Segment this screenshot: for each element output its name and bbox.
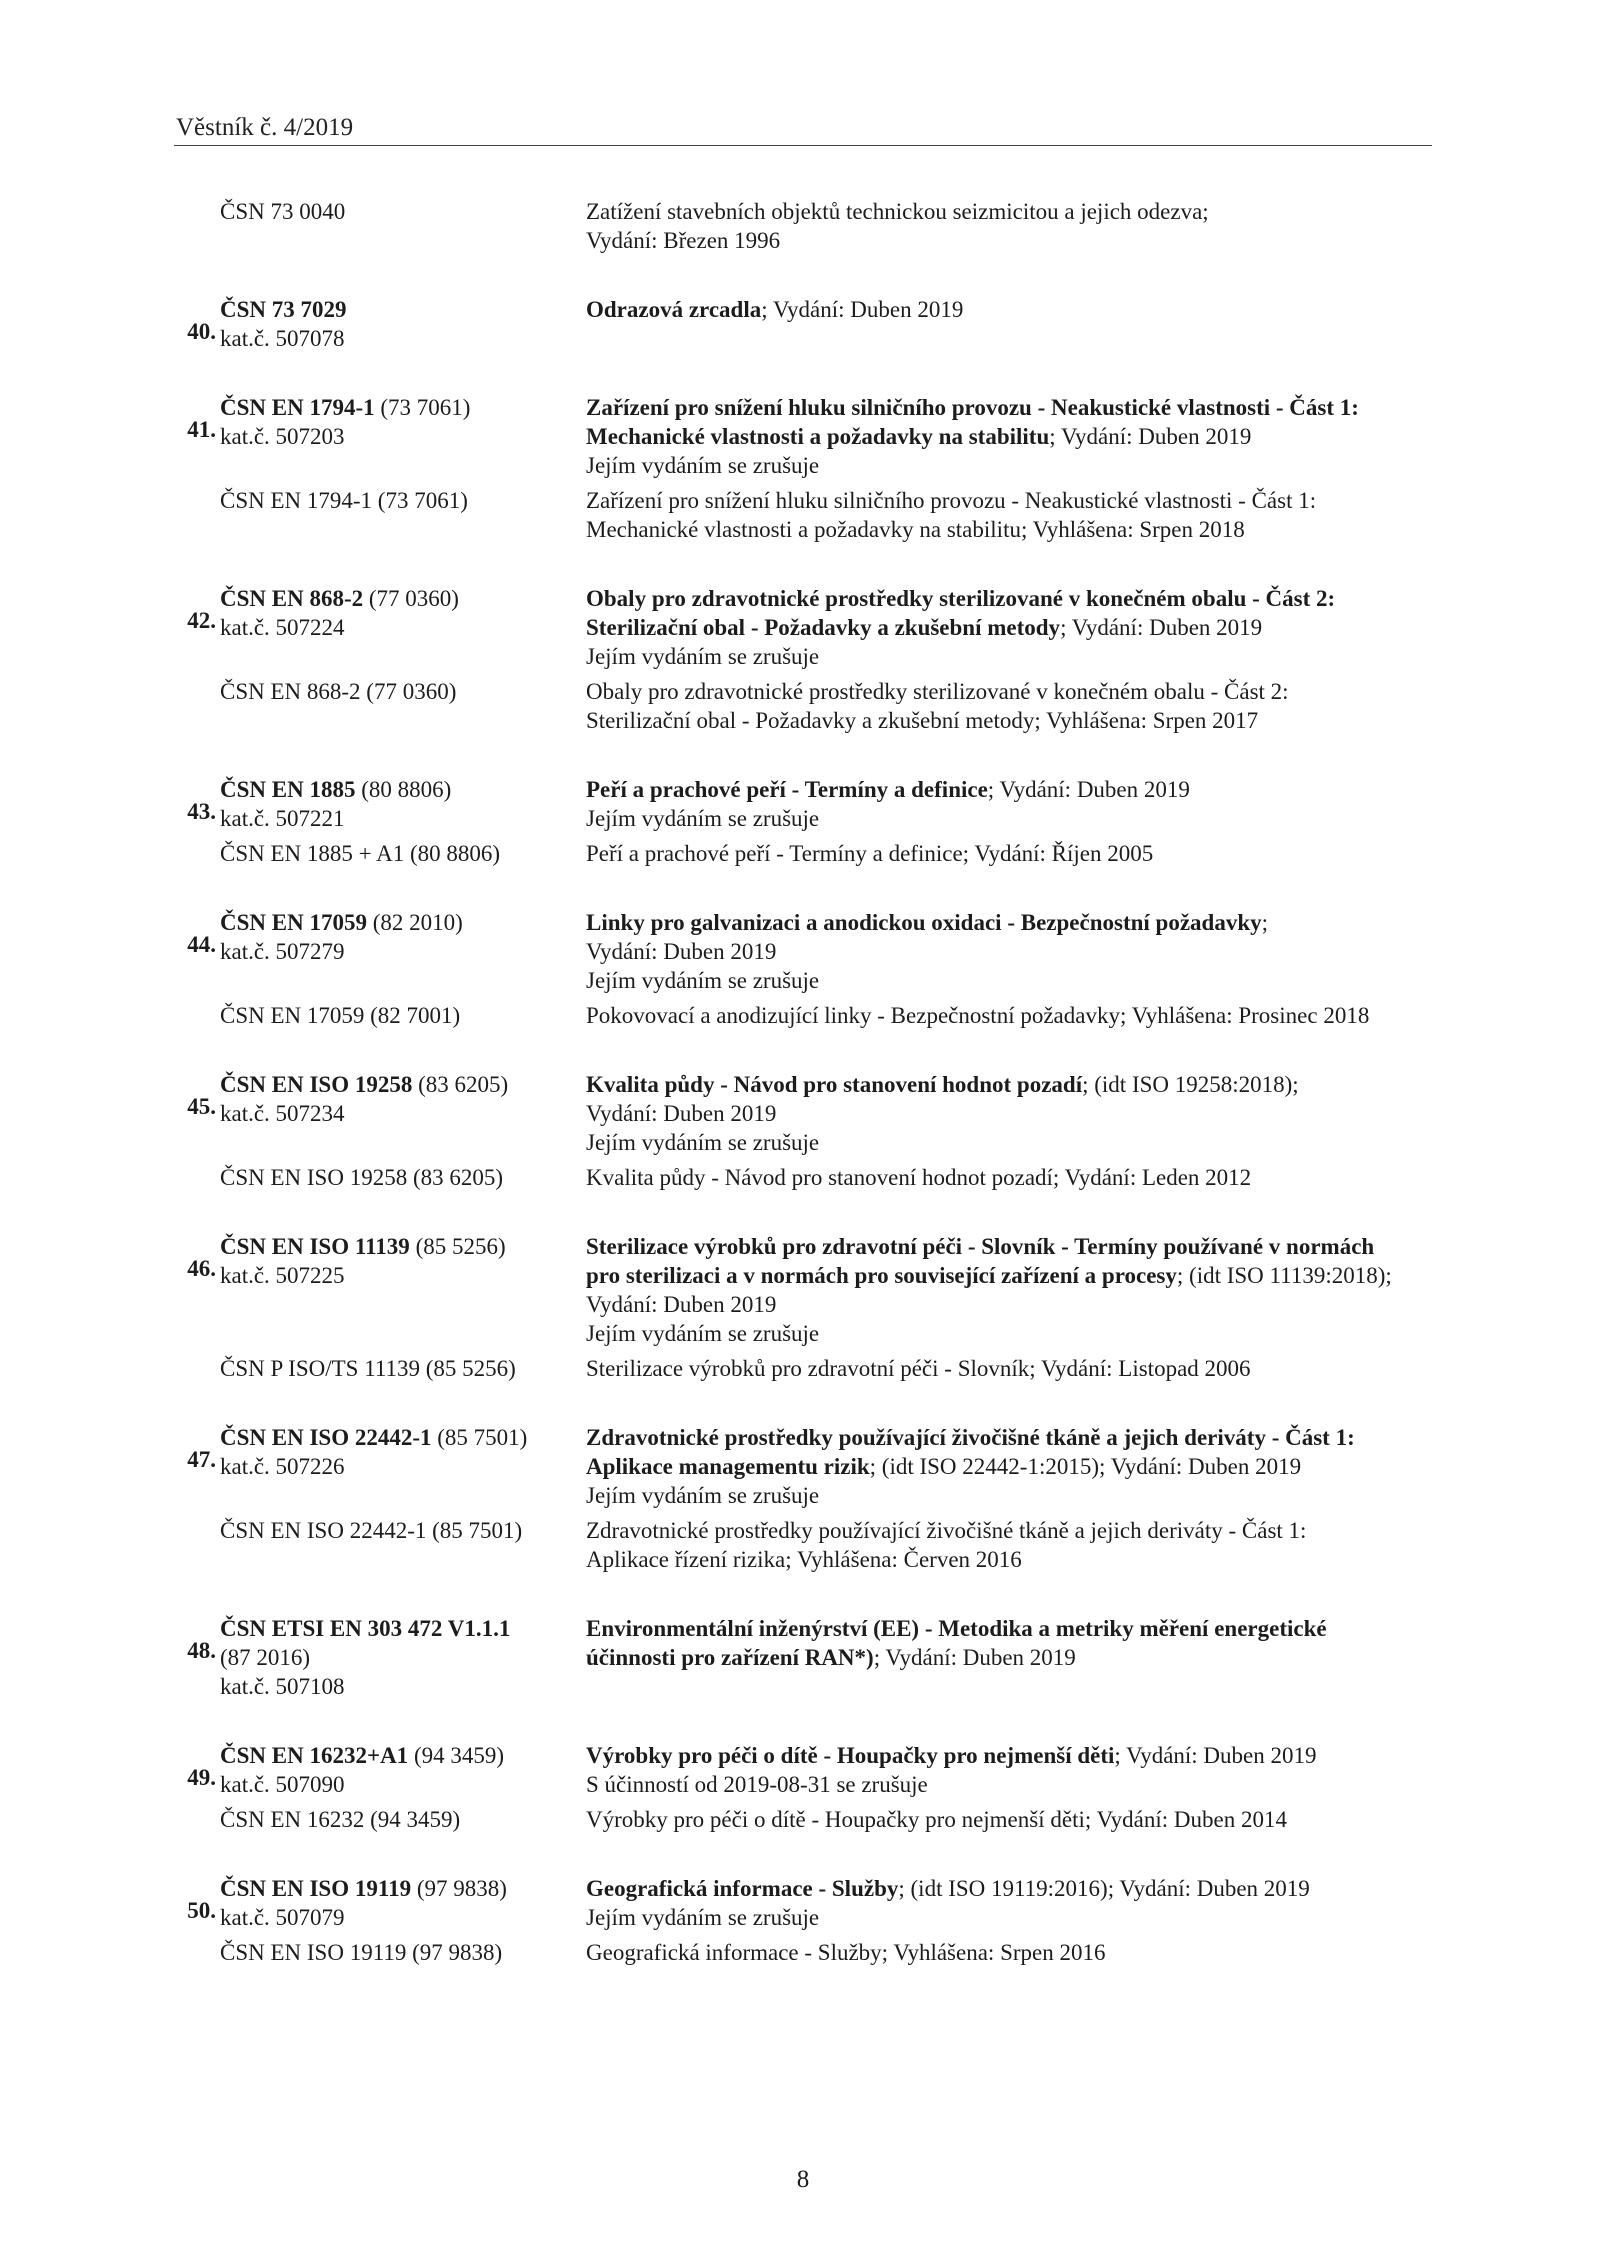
bold-text: pro sterilizaci a v normách pro související zařízení a procesy [586, 1263, 1177, 1288]
text: ; (idt ISO 22442-1:2015); Vydání: Duben 2019 [869, 1454, 1302, 1479]
standard-designation [187, 1423, 586, 1510]
standard-row [0, 393, 1600, 480]
standard-title [586, 1516, 1420, 1574]
text-line [586, 1099, 1420, 1128]
entry-number: 42. [187, 608, 216, 633]
replaced-standard-row [0, 1938, 1600, 1967]
text-line [586, 775, 1420, 804]
text: (87 2016) [220, 1645, 311, 1670]
text: ČSN EN 1885 + A1 (80 8806) [220, 841, 501, 866]
standard-title [586, 908, 1420, 995]
text: Zatížení stavebních objektů technickou seizmicitou a jejich odezva; [586, 199, 1209, 224]
text-line [586, 1643, 1420, 1672]
standards-list [0, 197, 1600, 2007]
text: ; Vydání: Duben 2019 [761, 297, 964, 322]
text: Sterilizační obal - Požadavky a zkušební metody; Vyhlášena: Srpen 2017 [586, 708, 1259, 733]
standard-entry [0, 775, 1600, 868]
bold-text: ČSN 73 7029 [220, 297, 347, 322]
standard-designation [187, 584, 586, 671]
text-line [586, 1232, 1420, 1261]
replaced-standard-row [0, 1516, 1600, 1574]
standard-entry [0, 393, 1600, 544]
text: Sterilizace výrobků pro zdravotní péči - Slovník; Vydání: Listopad 2006 [586, 1356, 1251, 1381]
header-rule [174, 145, 1432, 146]
text-line [586, 839, 1420, 868]
text-line [586, 1290, 1420, 1319]
text: ; Vydání: Duben 2019 [1049, 424, 1252, 449]
bold-text: ČSN EN ISO 19119 [220, 1876, 412, 1901]
text: ČSN EN ISO 22442-1 (85 7501) [220, 1518, 523, 1543]
bold-text: Zdravotnické prostředky používající živočišné tkáně a jejich deriváty - Část 1: [586, 1425, 1355, 1450]
standard-entry [0, 1741, 1600, 1834]
text-line [586, 584, 1420, 613]
text: ; [1261, 910, 1269, 935]
standard-designation [220, 197, 586, 255]
text: Zdravotnické prostředky používající živočišné tkáně a jejich deriváty - Část 1: [586, 1518, 1307, 1543]
text-line [586, 1938, 1420, 1967]
standard-entry [0, 1614, 1600, 1701]
entry-number: 49. [187, 1765, 216, 1790]
text: Pokovovací a anodizující linky - Bezpečnostní požadavky; Vyhlášena: Prosinec 2018 [586, 1003, 1370, 1028]
replaced-standard-row [0, 1354, 1600, 1383]
text-line [586, 226, 1420, 255]
text-line [586, 937, 1420, 966]
standard-title [586, 486, 1420, 544]
standard-designation [220, 1938, 586, 1967]
text-line [220, 804, 586, 833]
text-line [586, 393, 1420, 422]
text: Zařízení pro snížení hluku silničního provozu - Neakustické vlastnosti - Část 1: [586, 488, 1317, 513]
standard-entry [0, 1423, 1600, 1574]
text-line [586, 1354, 1420, 1383]
replaced-standard-row [0, 486, 1600, 544]
standard-title [586, 775, 1420, 833]
entry-number: 41. [187, 417, 216, 442]
standard-row [0, 295, 1600, 353]
text: S účinností od 2019-08-31 se zrušuje [586, 1772, 928, 1797]
bold-text: ČSN EN ISO 11139 [220, 1234, 410, 1259]
bold-text: účinnosti pro zařízení RAN*) [586, 1645, 874, 1670]
text: Aplikace řízení rizika; Vyhlášena: Červen 2016 [586, 1547, 1022, 1572]
text-line [586, 1423, 1420, 1452]
text: ; Vydání: Duben 2019 [873, 1645, 1076, 1670]
text: ; Vydání: Duben 2019 [1060, 615, 1263, 640]
standard-row [0, 1232, 1600, 1348]
text-line [586, 1070, 1420, 1099]
text: kat.č. 507078 [220, 326, 345, 351]
text: Peří a prachové peří - Termíny a definice; Vydání: Říjen 2005 [586, 841, 1154, 866]
text-line [586, 1452, 1420, 1481]
text: ČSN EN 1794-1 (73 7061) [220, 488, 468, 513]
standard-designation [187, 775, 586, 833]
text: ČSN EN 868-2 (77 0360) [220, 679, 457, 704]
text: (82 2010) [366, 910, 463, 935]
entry-number: 47. [187, 1447, 216, 1472]
text: ČSN P ISO/TS 11139 (85 5256) [220, 1356, 516, 1381]
standard-row [0, 1874, 1600, 1932]
text: Jejím vydáním se zrušuje [586, 453, 820, 478]
text: Vydání: Březen 1996 [586, 228, 781, 253]
text-line [586, 677, 1420, 706]
text: Vydání: Duben 2019 [586, 939, 777, 964]
standard-title [586, 1163, 1420, 1192]
standard-designation [187, 1232, 586, 1348]
text-line [586, 197, 1420, 226]
bold-text: ČSN EN ISO 19258 [220, 1072, 413, 1097]
text: (94 3459) [408, 1743, 505, 1768]
text-line [586, 295, 1420, 324]
text-line [220, 839, 586, 868]
text: Vydání: Duben 2019 [586, 1101, 777, 1126]
replaced-standard-row [0, 1001, 1600, 1030]
standard-title [586, 1614, 1420, 1701]
bold-text: Kvalita půdy - Návod pro stanovení hodnot pozadí [586, 1072, 1083, 1097]
bold-text: Environmentální inženýrství (EE) - Metodika a metriky měření energetické [586, 1616, 1327, 1641]
standard-row [0, 197, 1600, 255]
text-line [586, 1163, 1420, 1192]
standard-title [586, 1874, 1420, 1932]
standard-designation [220, 486, 586, 544]
text-line [586, 706, 1420, 735]
text: Jejím vydáním se zrušuje [586, 1130, 820, 1155]
text-line [586, 1741, 1420, 1770]
text-line [586, 908, 1420, 937]
text: Geografická informace - Služby; Vyhlášena: Srpen 2016 [586, 1940, 1106, 1965]
standard-title [586, 1741, 1420, 1799]
text: kat.č. 507221 [220, 806, 345, 831]
entry-number: 46. [187, 1256, 216, 1281]
standard-entry [0, 1070, 1600, 1192]
text-line [586, 1001, 1420, 1030]
text: (80 8806) [355, 777, 452, 802]
standard-designation [187, 1070, 586, 1157]
text: (97 9838) [411, 1876, 507, 1901]
text: Jejím vydáním se zrušuje [586, 644, 820, 669]
standard-title [586, 1938, 1420, 1967]
bold-text: ČSN EN 868-2 [220, 586, 364, 611]
standard-title [586, 584, 1420, 671]
text: ČSN 73 0040 [220, 199, 346, 224]
text: kat.č. 507226 [220, 1454, 345, 1479]
standard-title [586, 1423, 1420, 1510]
text-line [586, 1770, 1420, 1799]
text: ČSN EN ISO 19119 (97 9838) [220, 1940, 503, 1965]
text: Jejím vydáním se zrušuje [586, 1905, 820, 1930]
text-line [220, 1001, 586, 1030]
text-line [586, 1545, 1420, 1574]
text: kat.č. 507203 [220, 424, 345, 449]
text-line [220, 1099, 586, 1128]
text-line [220, 1163, 586, 1192]
standard-row [0, 1423, 1600, 1510]
text: ČSN EN ISO 19258 (83 6205) [220, 1165, 504, 1190]
text-line [220, 1643, 586, 1672]
bold-text: Mechanické vlastnosti a požadavky na stabilitu [586, 424, 1050, 449]
standard-entry [0, 1874, 1600, 1967]
text: (73 7061) [374, 395, 471, 420]
standard-designation [220, 677, 586, 735]
text-line [220, 1354, 586, 1383]
bold-text: Odrazová zrcadla [586, 297, 762, 322]
text: Jejím vydáním se zrušuje [586, 806, 820, 831]
replaced-standard-row [0, 677, 1600, 735]
text: Jejím vydáním se zrušuje [586, 968, 820, 993]
standard-row [0, 1070, 1600, 1157]
bold-text: ČSN EN 1794-1 [220, 395, 375, 420]
bold-text: Sterilizace výrobků pro zdravotní péči - Slovník - Termíny používané v normách [586, 1234, 1375, 1259]
text-line [586, 1516, 1420, 1545]
bold-text: Sterilizační obal - Požadavky a zkušební metody [586, 615, 1061, 640]
text-line [220, 1261, 586, 1290]
standard-designation [187, 1614, 586, 1701]
text-line [586, 1874, 1420, 1903]
text-line [586, 1128, 1420, 1157]
standard-title [586, 1354, 1420, 1383]
bold-text: ČSN EN ISO 22442-1 [220, 1425, 432, 1450]
standard-designation [220, 1516, 586, 1574]
bold-text: Geografická informace - Služby [586, 1876, 899, 1901]
bold-text: Obaly pro zdravotnické prostředky sterilizované v konečném obalu - Část 2: [586, 586, 1336, 611]
text-line [220, 1516, 586, 1545]
bold-text: Peří a prachové peří - Termíny a definice [586, 777, 988, 802]
standard-row [0, 584, 1600, 671]
text: (77 0360) [363, 586, 459, 611]
text: Obaly pro zdravotnické prostředky sterilizované v konečném obalu - Část 2: [586, 679, 1289, 704]
text: (85 5256) [409, 1234, 506, 1259]
text-line [586, 451, 1420, 480]
bold-text: Zařízení pro snížení hluku silničního provozu - Neakustické vlastnosti - Část 1: [586, 395, 1359, 420]
standard-title [586, 1001, 1420, 1030]
text-line [220, 677, 586, 706]
text-line [586, 1261, 1420, 1290]
text: kat.č. 507279 [220, 939, 345, 964]
text: Výrobky pro péči o dítě - Houpačky pro nejmenší děti; Vydání: Duben 2014 [586, 1807, 1287, 1832]
text: ; (idt ISO 19258:2018); [1082, 1072, 1299, 1097]
text: kat.č. 507079 [220, 1905, 345, 1930]
text: ; Vydání: Duben 2019 [1114, 1743, 1317, 1768]
standard-row [0, 908, 1600, 995]
standard-designation [220, 1805, 586, 1834]
entry-number: 45. [187, 1094, 216, 1119]
text-line [586, 642, 1420, 671]
text: ; (idt ISO 19119:2016); Vydání: Duben 2019 [898, 1876, 1310, 1901]
bold-text: ČSN EN 17059 [220, 910, 367, 935]
standard-row [0, 1741, 1600, 1799]
standard-title [586, 677, 1420, 735]
text: kat.č. 507225 [220, 1263, 345, 1288]
standard-title [586, 197, 1420, 255]
entry-number: 50. [187, 1898, 216, 1923]
text-line [586, 1319, 1420, 1348]
standard-title [586, 295, 1420, 353]
text: ČSN EN 17059 (82 7001) [220, 1003, 461, 1028]
standard-title [586, 393, 1420, 480]
text: ; (idt ISO 11139:2018); [1176, 1263, 1392, 1288]
standard-title [586, 1070, 1420, 1157]
bold-text: Aplikace managementu rizik [586, 1454, 870, 1479]
standard-title [586, 1232, 1420, 1348]
text-line [586, 515, 1420, 544]
standard-designation [220, 1354, 586, 1383]
standard-entry [0, 908, 1600, 1030]
standard-designation [187, 1741, 586, 1799]
bold-text: ČSN ETSI EN 303 472 V1.1.1 [220, 1616, 511, 1641]
standard-designation [187, 295, 586, 353]
standard-designation [187, 1874, 586, 1932]
text-line [586, 486, 1420, 515]
entry-number: 44. [187, 932, 216, 957]
text-line [220, 324, 586, 353]
standard-row [0, 1614, 1600, 1701]
text: Kvalita půdy - Návod pro stanovení hodnot pozadí; Vydání: Leden 2012 [586, 1165, 1252, 1190]
text-line [586, 422, 1420, 451]
text: Jejím vydáním se zrušuje [586, 1483, 820, 1508]
text-line [586, 804, 1420, 833]
text-line [220, 1672, 586, 1701]
standard-designation [187, 908, 586, 995]
text-line [220, 1805, 586, 1834]
replaced-standard-row [0, 839, 1600, 868]
text-line [586, 1614, 1420, 1643]
text-line [586, 1805, 1420, 1834]
entry-number: 40. [187, 319, 216, 344]
text-line [586, 1481, 1420, 1510]
text-line [586, 613, 1420, 642]
replaced-standard-row [0, 1163, 1600, 1192]
text-line [220, 1452, 586, 1481]
standard-designation [220, 1163, 586, 1192]
standard-designation [187, 393, 586, 480]
text-line [220, 1938, 586, 1967]
bulletin-header: Věstník č. 4/2019 [176, 114, 354, 141]
text: ; Vydání: Duben 2019 [987, 777, 1190, 802]
text-line [220, 613, 586, 642]
standard-entry [0, 584, 1600, 735]
text: kat.č. 507224 [220, 615, 345, 640]
standard-designation [220, 1001, 586, 1030]
text: Vydání: Duben 2019 [586, 1292, 777, 1317]
text-line [220, 1903, 586, 1932]
standard-entry [0, 197, 1600, 255]
text: kat.č. 507108 [220, 1674, 345, 1699]
text-line [220, 197, 586, 226]
standard-title [586, 839, 1420, 868]
standard-designation [220, 839, 586, 868]
standard-entry [0, 1232, 1600, 1383]
text: kat.č. 507234 [220, 1101, 345, 1126]
text-line [220, 422, 586, 451]
bold-text: Linky pro galvanizaci a anodickou oxidaci - Bezpečnostní požadavky [586, 910, 1262, 935]
bold-text: ČSN EN 1885 [220, 777, 356, 802]
text: Mechanické vlastnosti a požadavky na stabilitu; Vyhlášena: Srpen 2018 [586, 517, 1245, 542]
entry-number: 48. [187, 1638, 216, 1663]
text: (85 7501) [431, 1425, 528, 1450]
text-line [220, 937, 586, 966]
text: kat.č. 507090 [220, 1772, 345, 1797]
standard-row [0, 775, 1600, 833]
text: Jejím vydáním se zrušuje [586, 1321, 820, 1346]
text-line [220, 1770, 586, 1799]
replaced-standard-row [0, 1805, 1600, 1834]
bold-text: Výrobky pro péči o dítě - Houpačky pro nejmenší děti [586, 1743, 1115, 1768]
standard-title [586, 1805, 1420, 1834]
text-line [220, 486, 586, 515]
entry-number: 43. [187, 799, 216, 824]
standard-entry [0, 295, 1600, 353]
text: ČSN EN 16232 (94 3459) [220, 1807, 461, 1832]
bold-text: ČSN EN 16232+A1 [220, 1743, 409, 1768]
text-line [586, 1903, 1420, 1932]
text-line [586, 966, 1420, 995]
page-number: 8 [796, 2166, 810, 2193]
text: (83 6205) [412, 1072, 509, 1097]
